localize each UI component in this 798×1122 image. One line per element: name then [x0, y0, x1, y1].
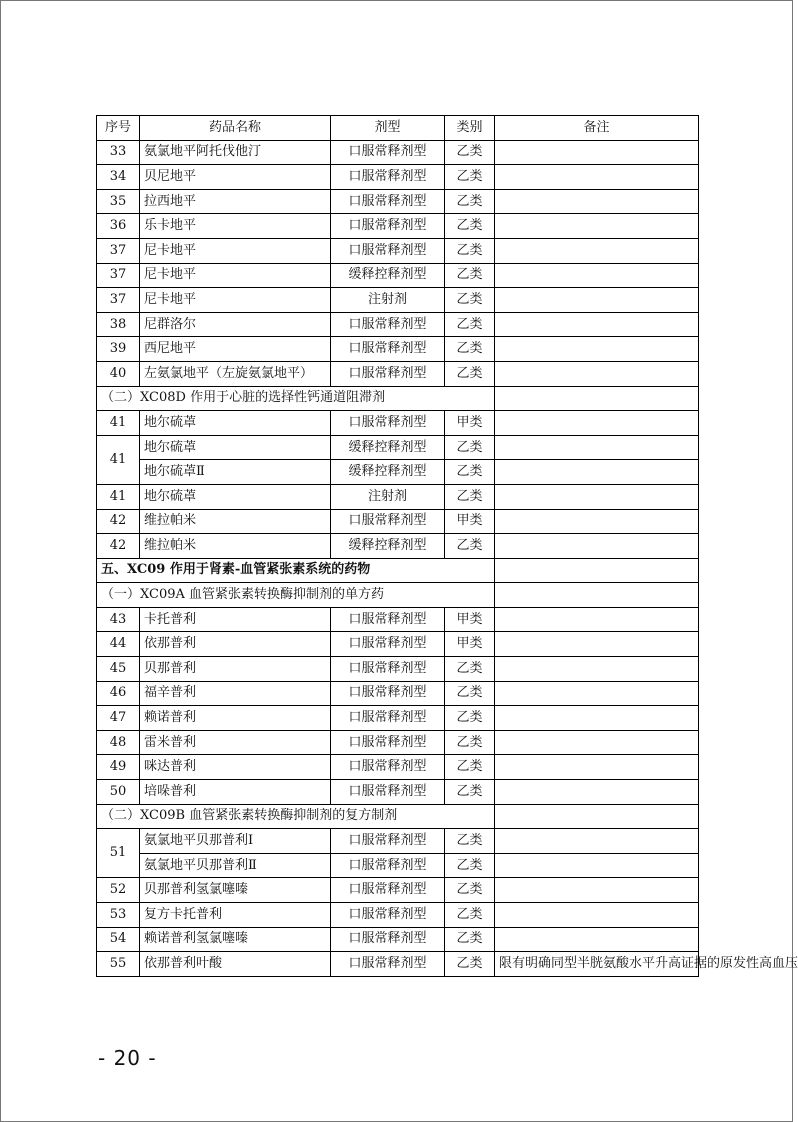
dosage-form-cell: 口服常释剂型	[331, 681, 445, 706]
drug-name-cell: 维拉帕米	[140, 509, 331, 534]
seq-cell: 41	[97, 484, 140, 509]
note-cell	[495, 509, 699, 534]
note-cell	[495, 263, 699, 288]
dosage-form-cell: 口服常释剂型	[331, 632, 445, 657]
section-heading: （一）XC09A 血管紧张素转换酶抑制剂的单方药	[97, 583, 495, 608]
header-category: 类别	[445, 116, 495, 141]
table-row	[97, 263, 699, 288]
table-row	[97, 189, 699, 214]
header-form: 剂型	[331, 116, 445, 141]
header-note: 备注	[495, 116, 699, 141]
drug-name-cell: 依那普利叶酸	[140, 952, 331, 977]
dosage-form-cell: 口服常释剂型	[331, 337, 445, 362]
note-cell	[495, 681, 699, 706]
table-row	[97, 238, 699, 263]
dosage-form-cell: 口服常释剂型	[331, 829, 445, 854]
drug-name-cell: 尼卡地平	[140, 288, 331, 313]
table-row	[97, 312, 699, 337]
dosage-form-cell: 口服常释剂型	[331, 730, 445, 755]
category-cell: 乙类	[445, 288, 495, 313]
seq-cell: 37	[97, 263, 140, 288]
dosage-form-cell: 口服常释剂型	[331, 878, 445, 903]
note-cell	[495, 927, 699, 952]
note-cell	[495, 632, 699, 657]
dosage-form-cell: 口服常释剂型	[331, 927, 445, 952]
seq-cell: 46	[97, 681, 140, 706]
note-cell	[495, 730, 699, 755]
seq-cell: 50	[97, 780, 140, 805]
dosage-form-cell: 口服常释剂型	[331, 853, 445, 878]
seq-cell: 40	[97, 361, 140, 386]
dosage-form-cell: 口服常释剂型	[331, 607, 445, 632]
drug-table	[96, 115, 798, 977]
dosage-form-cell: 口服常释剂型	[331, 903, 445, 928]
table-row	[97, 214, 699, 239]
note-cell	[495, 288, 699, 313]
seq-cell: 41	[97, 411, 140, 436]
note-cell	[495, 189, 699, 214]
table-row	[97, 706, 699, 731]
note-cell	[495, 337, 699, 362]
note-cell	[495, 460, 699, 485]
note-cell	[495, 534, 699, 559]
category-cell: 乙类	[445, 927, 495, 952]
drug-name-cell: 地尔硫䓬	[140, 411, 331, 436]
category-cell: 乙类	[445, 140, 495, 165]
drug-name-cell: 维拉帕米	[140, 534, 331, 559]
category-cell: 甲类	[445, 607, 495, 632]
seq-cell: 35	[97, 189, 140, 214]
category-cell: 甲类	[445, 411, 495, 436]
drug-name-cell: 贝那普利	[140, 657, 331, 682]
seq-cell: 33	[97, 140, 140, 165]
note-cell	[495, 361, 699, 386]
category-cell: 乙类	[445, 214, 495, 239]
drug-name-cell: 贝尼地平	[140, 165, 331, 190]
section-heading: （二）XC08D 作用于心脏的选择性钙通道阻滞剂	[97, 386, 495, 411]
seq-cell: 37	[97, 238, 140, 263]
note-cell	[495, 878, 699, 903]
category-cell: 乙类	[445, 853, 495, 878]
drug-name-cell: 西尼地平	[140, 337, 331, 362]
note-cell	[495, 903, 699, 928]
note-cell	[495, 558, 699, 583]
drug-name-cell: 氨氯地平贝那普利Ⅱ	[140, 853, 331, 878]
note-cell	[495, 583, 699, 608]
category-cell: 乙类	[445, 189, 495, 214]
table-row	[97, 730, 699, 755]
note-cell	[495, 312, 699, 337]
seq-cell: 51	[97, 829, 140, 878]
table-row	[97, 411, 699, 436]
category-cell: 乙类	[445, 484, 495, 509]
drug-name-cell: 氨氯地平阿托伐他汀	[140, 140, 331, 165]
seq-cell: 49	[97, 755, 140, 780]
table-row	[97, 780, 699, 805]
drug-name-cell: 赖诺普利	[140, 706, 331, 731]
dosage-form-cell: 口服常释剂型	[331, 312, 445, 337]
note-cell	[495, 829, 699, 854]
note-cell	[495, 386, 699, 411]
category-cell: 乙类	[445, 657, 495, 682]
drug-name-cell: 拉西地平	[140, 189, 331, 214]
drug-name-cell: 咪达普利	[140, 755, 331, 780]
header-seq: 序号	[97, 116, 140, 141]
seq-cell: 38	[97, 312, 140, 337]
table-row	[97, 484, 699, 509]
dosage-form-cell: 缓释控释剂型	[331, 263, 445, 288]
table-row	[97, 829, 699, 854]
dosage-form-cell: 注射剂	[331, 484, 445, 509]
table-header-row	[97, 116, 699, 141]
dosage-form-cell: 口服常释剂型	[331, 411, 445, 436]
drug-name-cell: 依那普利	[140, 632, 331, 657]
table-row	[97, 657, 699, 682]
seq-cell: 44	[97, 632, 140, 657]
dosage-form-cell: 缓释控释剂型	[331, 435, 445, 460]
header-name: 药品名称	[140, 116, 331, 141]
category-cell: 甲类	[445, 509, 495, 534]
table-row	[97, 460, 699, 485]
category-cell: 乙类	[445, 435, 495, 460]
dosage-form-cell: 口服常释剂型	[331, 755, 445, 780]
section-row	[97, 804, 699, 829]
section-row	[97, 386, 699, 411]
note-cell	[495, 140, 699, 165]
drug-name-cell: 尼卡地平	[140, 238, 331, 263]
note-cell	[495, 706, 699, 731]
table-row	[97, 903, 699, 928]
seq-cell: 53	[97, 903, 140, 928]
dosage-form-cell: 口服常释剂型	[331, 165, 445, 190]
category-cell: 乙类	[445, 460, 495, 485]
category-cell: 乙类	[445, 681, 495, 706]
seq-cell: 54	[97, 927, 140, 952]
category-cell: 乙类	[445, 361, 495, 386]
dosage-form-cell: 缓释控释剂型	[331, 460, 445, 485]
section-row	[97, 583, 699, 608]
note-cell	[495, 214, 699, 239]
seq-cell: 37	[97, 288, 140, 313]
seq-cell: 52	[97, 878, 140, 903]
category-cell: 乙类	[445, 337, 495, 362]
table-row	[97, 681, 699, 706]
category-cell: 乙类	[445, 706, 495, 731]
drug-name-cell: 贝那普利氢氯噻嗪	[140, 878, 331, 903]
dosage-form-cell: 口服常释剂型	[331, 238, 445, 263]
category-cell: 乙类	[445, 829, 495, 854]
dosage-form-cell: 口服常释剂型	[331, 706, 445, 731]
table-row	[97, 952, 699, 977]
drug-name-cell: 地尔硫䓬	[140, 484, 331, 509]
note-cell	[495, 435, 699, 460]
table-row	[97, 632, 699, 657]
drug-name-cell: 尼卡地平	[140, 263, 331, 288]
drug-name-cell: 卡托普利	[140, 607, 331, 632]
dosage-form-cell: 口服常释剂型	[331, 214, 445, 239]
table-row	[97, 361, 699, 386]
seq-cell: 55	[97, 952, 140, 977]
seq-cell: 34	[97, 165, 140, 190]
table-row	[97, 337, 699, 362]
table-row	[97, 140, 699, 165]
dosage-form-cell: 口服常释剂型	[331, 140, 445, 165]
category-cell: 乙类	[445, 878, 495, 903]
drug-name-cell: 培哚普利	[140, 780, 331, 805]
category-cell: 乙类	[445, 780, 495, 805]
category-cell: 乙类	[445, 534, 495, 559]
drug-name-cell: 氨氯地平贝那普利Ⅰ	[140, 829, 331, 854]
seq-cell: 45	[97, 657, 140, 682]
dosage-form-cell: 口服常释剂型	[331, 657, 445, 682]
seq-cell: 41	[97, 435, 140, 484]
drug-name-cell: 赖诺普利氢氯噻嗪	[140, 927, 331, 952]
note-cell	[495, 607, 699, 632]
seq-cell: 42	[97, 534, 140, 559]
category-cell: 乙类	[445, 312, 495, 337]
page-number: - 20 -	[98, 1046, 157, 1070]
dosage-form-cell: 口服常释剂型	[331, 952, 445, 977]
seq-cell: 43	[97, 607, 140, 632]
category-cell: 乙类	[445, 165, 495, 190]
drug-name-cell: 复方卡托普利	[140, 903, 331, 928]
section-heading: 五、XC09 作用于肾素-血管紧张素系统的药物	[97, 558, 495, 583]
seq-cell: 36	[97, 214, 140, 239]
drug-name-cell: 左氨氯地平（左旋氨氯地平）	[140, 361, 331, 386]
table-row	[97, 534, 699, 559]
drug-name-cell: 乐卡地平	[140, 214, 331, 239]
category-cell: 乙类	[445, 238, 495, 263]
note-cell	[495, 804, 699, 829]
note-cell: 限有明确同型半胱氨酸水平升高证据的原发性高血压	[495, 952, 699, 977]
table-row	[97, 607, 699, 632]
drug-name-cell: 地尔硫䓬	[140, 435, 331, 460]
table-row	[97, 927, 699, 952]
dosage-form-cell: 口服常释剂型	[331, 361, 445, 386]
dosage-form-cell: 注射剂	[331, 288, 445, 313]
category-cell: 乙类	[445, 263, 495, 288]
table-row	[97, 878, 699, 903]
table-body	[97, 140, 798, 976]
seq-cell: 42	[97, 509, 140, 534]
note-cell	[495, 853, 699, 878]
drug-name-cell: 雷米普利	[140, 730, 331, 755]
dosage-form-cell: 口服常释剂型	[331, 189, 445, 214]
table-row	[97, 165, 699, 190]
category-cell: 甲类	[445, 632, 495, 657]
table-row	[97, 755, 699, 780]
table-row	[97, 435, 699, 460]
note-cell	[495, 484, 699, 509]
table-row	[97, 853, 699, 878]
table-row	[97, 288, 699, 313]
dosage-form-cell: 口服常释剂型	[331, 780, 445, 805]
note-cell	[495, 238, 699, 263]
drug-name-cell: 尼群洛尔	[140, 312, 331, 337]
seq-cell: 48	[97, 730, 140, 755]
section-row	[97, 558, 699, 583]
drug-name-cell: 地尔硫䓬Ⅱ	[140, 460, 331, 485]
seq-cell: 39	[97, 337, 140, 362]
table-row	[97, 509, 699, 534]
dosage-form-cell: 口服常释剂型	[331, 509, 445, 534]
note-cell	[495, 755, 699, 780]
note-cell	[495, 165, 699, 190]
note-cell	[495, 780, 699, 805]
note-cell	[495, 411, 699, 436]
note-cell	[495, 657, 699, 682]
seq-cell: 47	[97, 706, 140, 731]
section-heading: （二）XC09B 血管紧张素转换酶抑制剂的复方制剂	[97, 804, 495, 829]
category-cell: 乙类	[445, 730, 495, 755]
dosage-form-cell: 缓释控释剂型	[331, 534, 445, 559]
drug-name-cell: 福辛普利	[140, 681, 331, 706]
category-cell: 乙类	[445, 952, 495, 977]
category-cell: 乙类	[445, 755, 495, 780]
category-cell: 乙类	[445, 903, 495, 928]
